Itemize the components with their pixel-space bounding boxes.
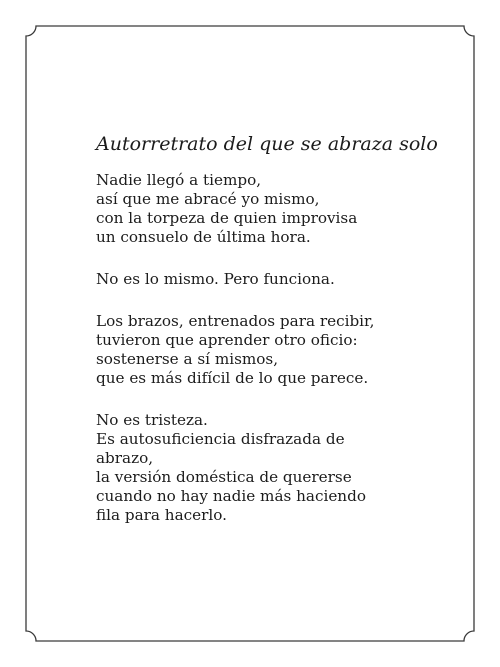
poem-title: Autorretrato del que se abraza solo	[96, 133, 438, 155]
poem-line: Los brazos, entrenados para recibir,	[96, 312, 375, 330]
poem-line: tuvieron que aprender otro oficio:	[96, 331, 358, 349]
poem-line: cuando no hay nadie más haciendo	[96, 487, 366, 505]
poem-line: sostenerse a sí mismos,	[96, 350, 279, 368]
stanza-4	[96, 411, 436, 525]
poem-line: un consuelo de última hora.	[96, 228, 311, 246]
poem-line: abrazo,	[96, 449, 154, 467]
poem-line: con la torpeza de quien improvisa	[96, 209, 358, 227]
poem-line: fila para hacerlo.	[96, 506, 227, 524]
poem-line: No es lo mismo. Pero funciona.	[96, 270, 335, 288]
stanza-3	[96, 312, 436, 388]
poem-line: No es tristeza.	[96, 411, 208, 429]
stanza-2	[96, 270, 436, 289]
poem-line: Nadie llegó a tiempo,	[96, 171, 262, 189]
poem-line: la versión doméstica de quererse	[96, 468, 352, 486]
poem	[96, 131, 436, 548]
poem-line: Es autosuficiencia disfrazada de	[96, 430, 345, 448]
poem-line: así que me abracé yo mismo,	[96, 190, 320, 208]
poem-line: que es más difícil de lo que parece.	[96, 369, 369, 387]
stanza-1	[96, 171, 436, 247]
